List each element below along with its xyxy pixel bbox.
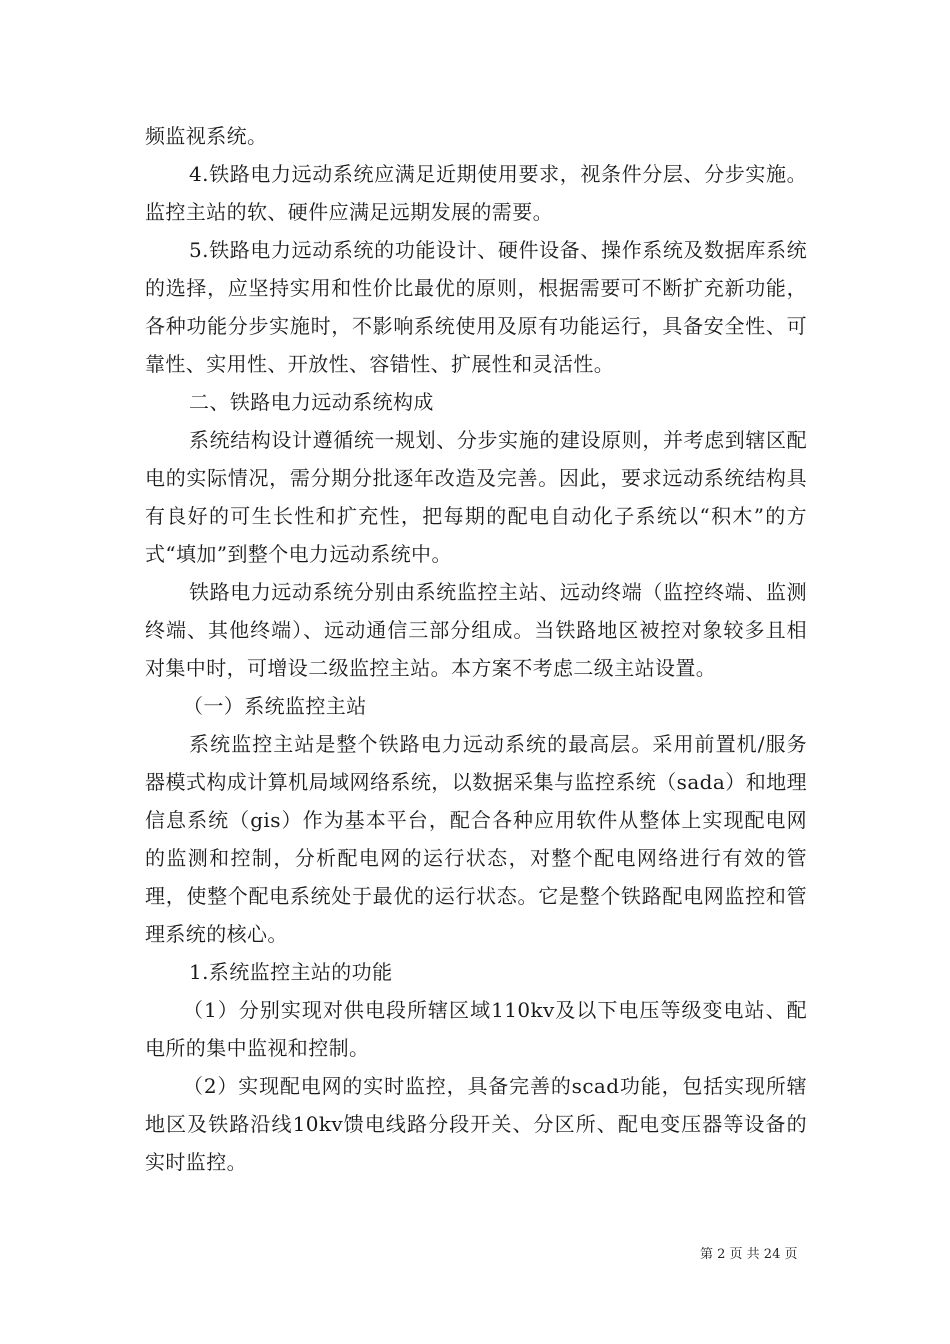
subsection-heading-functions: 1.系统监控主站的功能 (189, 960, 393, 984)
paragraph-continuation: 频监视系统。 (145, 124, 268, 148)
paragraph-master-station: 系统监控主站是整个铁路电力远动系统的最高层。采用前置机/服务器模式构成计算机局域网络系统，以数据采集与监控系统（sada）和地理信息系统（gis）作为基本平台，配合各种应用软件从整体上实现配电网的监测和控制，分析配电网的运行状态，对整个配电网络进行有效的管理，使整个配电系统处于最优的运行状态。它是整个铁路配电网监控和管理系统的核心。 (145, 732, 807, 946)
paragraph-structure-design: 系统结构设计遵循统一规划、分步实施的建设原则，并考虑到辖区配电的实际情况，需分期分批逐年改造及完善。因此，要求远动系统结构具有良好的可生长性和扩充性，把每期的配电自动化子系统以“积木”的方式“填加”到整个电力远动系统中。 (145, 428, 807, 566)
section-heading-2: 二、铁路电力远动系统构成 (189, 390, 434, 414)
paragraph-system-composition: 铁路电力远动系统分别由系统监控主站、远动终端（监控终端、监测终端、其他终端）、远动通信三部分组成。当铁路地区被控对象较多且相对集中时，可增设二级监控主站。本方案不考虑二级主站设置。 (145, 580, 807, 680)
document-body (145, 117, 807, 1181)
paragraph-function-2: （2）实现配电网的实时监控，具备完善的scad功能，包括实现所辖地区及铁路沿线10kv馈电线路分段开关、分区所、配电变压器等设备的实时监控。 (145, 1074, 807, 1174)
subsection-heading-1: （一）系统监控主站 (183, 694, 367, 718)
paragraph-item-5: 5.铁路电力远动系统的功能设计、硬件设备、操作系统及数据库系统的选择，应坚持实用和性价比最优的原则，根据需要可不断扩充新功能，各种功能分步实施时，不影响系统使用及原有功能运行，具备安全性、可靠性、实用性、开放性、容错性、扩展性和灵活性。 (145, 238, 807, 376)
page-footer: 第 2 页 共 24 页 (700, 1247, 798, 1262)
paragraph-item-4: 4.铁路电力远动系统应满足近期使用要求，视条件分层、分步实施。监控主站的软、硬件应满足远期发展的需要。 (145, 162, 807, 224)
paragraph-function-1: （1）分别实现对供电段所辖区域110kv及以下电压等级变电站、配电所的集中监视和控制。 (145, 998, 807, 1060)
